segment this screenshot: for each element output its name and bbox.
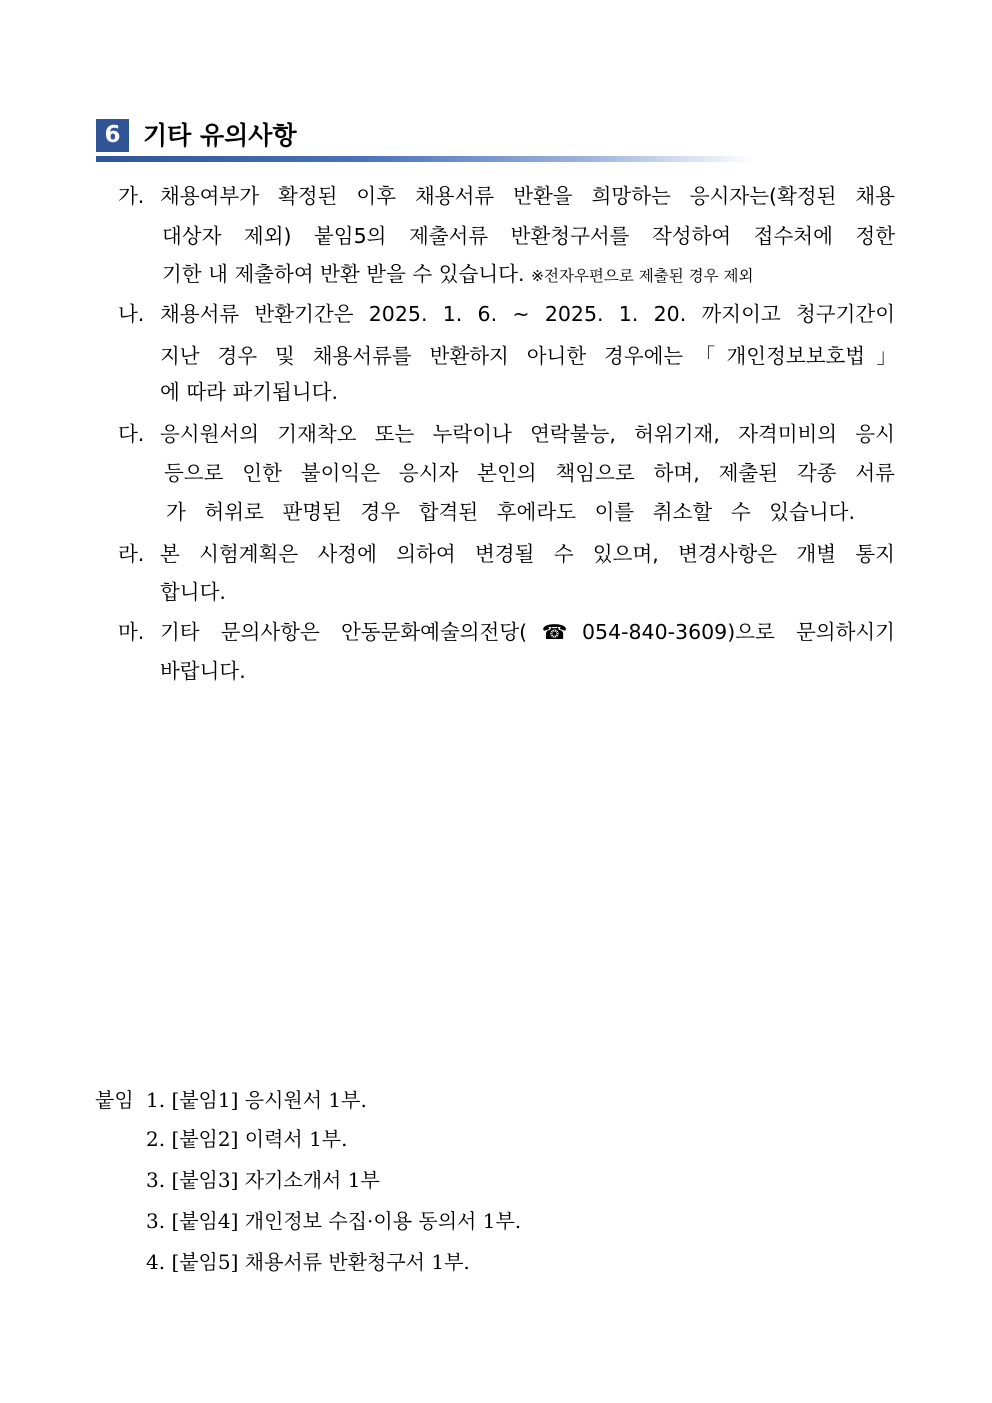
note-marker: 나.: [118, 302, 145, 326]
note-line: 대상자 제외) 붙임5의 제출서류 반환청구서를 작성하여 접수처에 정한: [162, 224, 895, 248]
note-line: 기타 문의사항은 안동문화예술의전당(☎054-840-3609)으로 문의하시기: [160, 620, 895, 644]
note-line: 합니다.: [160, 580, 226, 604]
note-line: 채용서류 반환기간은 2025. 1. 6. ~ 2025. 1. 20. 까지이고 청구기간이: [160, 302, 895, 326]
note-line: 본 시험계획은 사정에 의하여 변경될 수 있으며, 변경사항은 개별 통지: [160, 542, 895, 566]
note-marker: 라.: [118, 542, 145, 566]
attachment-item: 1. [붙임1] 응시원서 1부.: [146, 1088, 367, 1112]
note-line: 지난 경우 및 채용서류를 반환하지 아니한 경우에는「개인정보보호법」: [160, 344, 897, 368]
section-title: 기타 유의사항: [143, 121, 297, 150]
notes-list: [0, 0, 992, 700]
attachments-label: 붙임: [95, 1088, 134, 1112]
note-small-remark: ※전자우편으로 제출된 경우 제외: [531, 267, 754, 285]
note-line: 등으로 인한 불이익은 응시자 본인의 책임으로 하며, 제출된 각종 서류: [164, 461, 895, 485]
attachment-item: 3. [붙임4] 개인정보 수집·이용 동의서 1부.: [146, 1209, 522, 1233]
note-line-text: 기한 내 제출하여 반환 받을 수 있습니다.: [162, 262, 525, 286]
note-marker: 마.: [118, 620, 145, 644]
note-marker: 다.: [118, 422, 145, 446]
note-marker: 가.: [118, 184, 145, 208]
attachment-item: 3. [붙임3] 자기소개서 1부: [146, 1168, 380, 1192]
attachment-item: 4. [붙임5] 채용서류 반환청구서 1부.: [146, 1250, 470, 1274]
note-line: 에 따라 파기됩니다.: [160, 380, 338, 404]
note-line: 바랍니다.: [160, 659, 246, 683]
attachment-item: 2. [붙임2] 이력서 1부.: [146, 1127, 348, 1151]
note-line: [162, 259, 753, 291]
note-line: 응시원서의 기재착오 또는 누락이나 연락불능, 허위기재, 자격미비의 응시: [160, 422, 895, 446]
section-number-badge: 6: [96, 119, 129, 152]
note-line: 가 허위로 판명된 경우 합격된 후에라도 이를 취소할 수 있습니다.: [166, 500, 855, 524]
note-line: 채용여부가 확정된 이후 채용서류 반환을 희망하는 응시자는(확정된 채용: [160, 184, 895, 208]
